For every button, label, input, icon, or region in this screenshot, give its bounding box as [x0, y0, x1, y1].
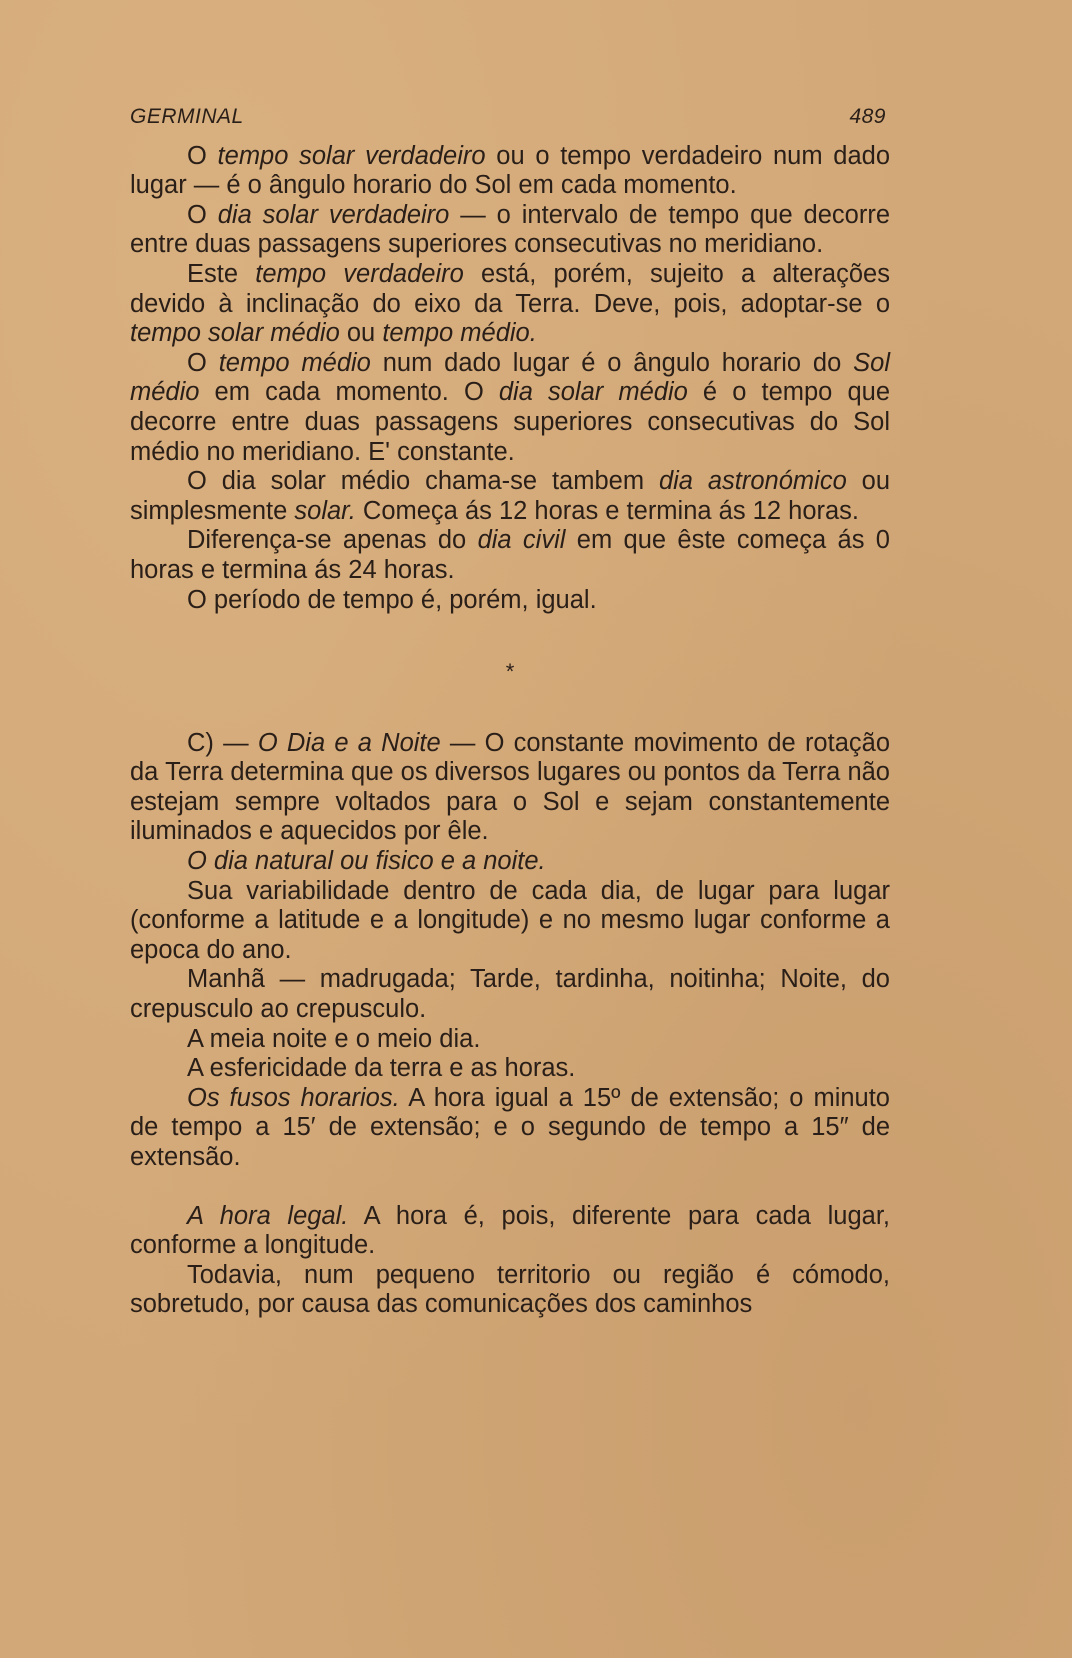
- text-run: Este: [187, 259, 256, 288]
- italic-text: tempo médio: [218, 348, 371, 377]
- paragraph: [130, 142, 890, 201]
- paragraph: [130, 201, 890, 260]
- text-run: — o intervalo de tempo que decorre entre duas passagens superiores consecutivas no meridiano.: [130, 200, 891, 259]
- text-run: ou o tempo verdadeiro num dado lugar — é o ângulo horario do Sol em cada momento.: [130, 141, 891, 200]
- italic-text: tempo médio.: [382, 319, 537, 348]
- paragraph-gap: [130, 1173, 890, 1202]
- text-run: ou simplesmente: [130, 467, 891, 525]
- text-run: Todavia, num pequeno territorio ou região é cómodo, sobretudo, por causa das comunicações dos caminhos: [130, 1260, 890, 1319]
- italic-text: dia astronómico: [658, 467, 847, 496]
- paragraph: [130, 1261, 890, 1320]
- text-run: O dia solar médio chama-se tambem: [187, 467, 659, 496]
- page-body: [130, 102, 890, 1320]
- italic-text: O dia natural ou fisico e a noite.: [187, 847, 546, 876]
- text-run: A esfericidade da terra e as horas.: [187, 1054, 576, 1083]
- paragraph: [130, 1084, 890, 1173]
- text-run: Diferença-se apenas do: [187, 526, 478, 555]
- paragraph: [130, 586, 890, 616]
- section-separator: *: [505, 659, 515, 685]
- text-run: O: [187, 200, 218, 229]
- section-day-night: [130, 729, 890, 1173]
- text-run: — O constante movimento de rotação da Terra determina que os diversos lugares ou pontos da Terra não estejam sempre voltados para o Sol e sejam constantemente iluminados e aquecidos por êle.: [130, 728, 890, 846]
- paragraph: [130, 526, 890, 585]
- text-run: ou: [339, 319, 383, 348]
- paragraph: [130, 260, 890, 349]
- italic-text: dia solar médio: [498, 378, 688, 407]
- paragraph: [130, 965, 890, 1024]
- text-run: Manhã — madrugada; Tarde, tardinha, noitinha; Noite, do crepusculo ao crepusculo.: [130, 965, 890, 1024]
- italic-text: tempo solar médio: [130, 319, 340, 348]
- journal-title: GERMINAL: [130, 105, 244, 128]
- text-run: O período de tempo é, porém, igual.: [187, 585, 597, 614]
- section-legal-time: [130, 1202, 890, 1320]
- text-run: A hora igual a 15º de extensão; o minuto de tempo a 15′ de extensão; e o segundo de tempo a 15″ de extensão.: [130, 1083, 890, 1171]
- text-run: O: [187, 348, 219, 377]
- text-run: é o tempo que decorre entre duas passagens superiores consecutivas do Sol médio no meridiano. E' constante.: [130, 378, 890, 466]
- text-run: Começa ás 12 horas e termina ás 12 horas.: [355, 496, 860, 525]
- text-run: num dado lugar é o ângulo horario do: [370, 348, 854, 377]
- text-run: A hora é, pois, diferente para cada lugar, conforme a longitude.: [130, 1201, 890, 1260]
- italic-text: tempo solar verdadeiro: [217, 141, 486, 170]
- text-run: O: [187, 141, 218, 170]
- paragraph: [130, 729, 890, 847]
- italic-text: A hora legal.: [187, 1201, 349, 1230]
- italic-text: Os fusos horarios.: [187, 1083, 400, 1112]
- paragraph: [130, 1054, 890, 1084]
- text-run: Sua variabilidade dentro de cada dia, de lugar para lugar (conforme a latitude e a longitude) e no mesmo lugar conforme a epoca do ano.: [130, 876, 890, 964]
- italic-text: Sol médio: [130, 348, 890, 407]
- paragraph: [130, 1025, 890, 1055]
- italic-text: solar.: [294, 496, 356, 525]
- paragraph: [130, 1202, 890, 1261]
- text-run: está, porém, sujeito a alterações devido à inclinação do eixo da Terra. Deve, pois, adoptar-se o: [130, 259, 890, 318]
- italic-text: dia civil: [477, 526, 566, 555]
- page-number: 489: [849, 105, 886, 128]
- text-run: em que êste começa ás 0 horas e termina ás 24 horas.: [130, 526, 890, 584]
- italic-text: dia solar verdadeiro: [217, 200, 450, 229]
- text-run: C) —: [187, 728, 258, 757]
- paragraph: [130, 847, 890, 877]
- italic-text: tempo verdadeiro: [255, 259, 464, 288]
- running-header: [130, 102, 890, 132]
- paragraph: [130, 349, 890, 467]
- section-solar-time: [130, 142, 890, 616]
- paragraph: [130, 877, 890, 966]
- paragraph: [130, 467, 890, 526]
- text-run: em cada momento. O: [199, 378, 499, 407]
- italic-text: O Dia e a Noite: [257, 728, 441, 757]
- text-run: A meia noite e o meio dia.: [187, 1024, 481, 1053]
